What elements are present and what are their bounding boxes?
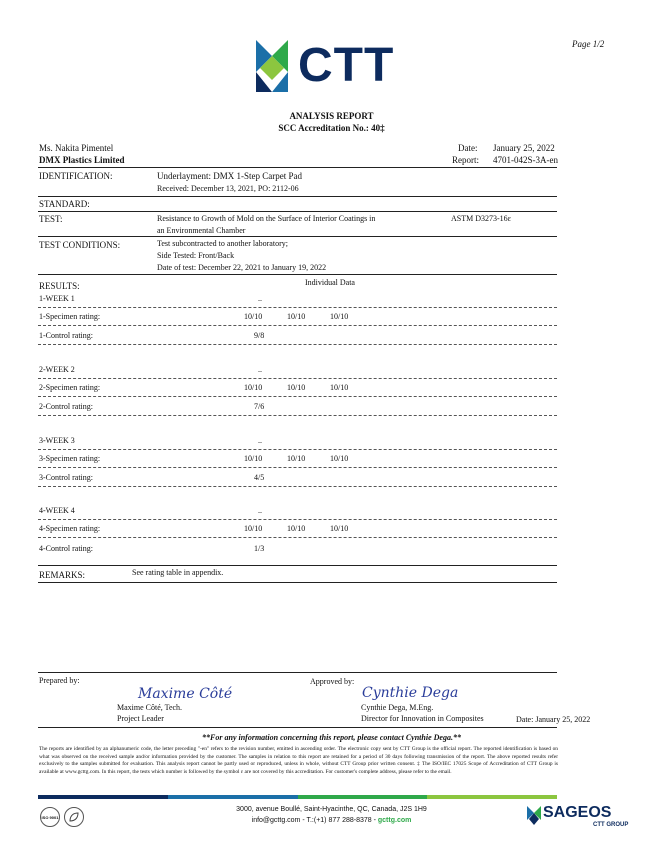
week-marker: .. <box>258 365 262 374</box>
week-marker: .. <box>258 436 262 445</box>
specimen-value: 10/10 <box>244 524 263 533</box>
ctt-logo-text: CTT <box>298 39 395 92</box>
control-value: 9/8 <box>254 331 265 340</box>
specimen-label: 3-Specimen rating: <box>39 454 101 463</box>
test-label: TEST: <box>39 214 63 224</box>
specimen-label: 1-Specimen rating: <box>39 312 101 321</box>
specimen-value: 10/10 <box>330 312 349 321</box>
specimen-label: 2-Specimen rating: <box>39 383 101 392</box>
control-value: 4/5 <box>254 473 265 482</box>
divider <box>38 274 557 275</box>
iso-badge-text: ISO 9001 <box>41 814 59 820</box>
specimen-value: 10/10 <box>287 524 306 533</box>
ctt-group-text: CTT GROUP <box>593 822 629 828</box>
report-label: Report: <box>452 155 479 165</box>
remarks-text: See rating table in appendix. <box>132 568 224 577</box>
approved-by-label: Approved by: <box>310 677 355 686</box>
divider <box>38 211 557 212</box>
specimen-value: 10/10 <box>330 454 349 463</box>
control-label: 3-Control rating: <box>39 473 93 482</box>
approved-signature: Cynthie Dega <box>362 685 459 701</box>
standard-label: STANDARD: <box>39 199 90 209</box>
test-line2: an Environmental Chamber <box>157 226 246 235</box>
conditions-line2: Side Tested: Front/Back <box>157 251 235 260</box>
specimen-value: 10/10 <box>330 383 349 392</box>
contact-notice: **For any information concerning this report, please contact Cynthie Dega.** <box>202 733 461 742</box>
identification-label: IDENTIFICATION: <box>39 171 113 181</box>
prepared-by-label: Prepared by: <box>39 676 80 685</box>
divider <box>38 727 557 728</box>
dashed-divider <box>38 467 557 468</box>
ctt-logo <box>254 38 414 94</box>
date-value: January 25, 2022 <box>493 143 555 153</box>
footer-stripe <box>38 795 557 799</box>
individual-data-label: Individual Data <box>305 278 355 287</box>
page-number: Page 1/2 <box>572 39 605 49</box>
control-value: 1/3 <box>254 544 265 553</box>
specimen-value: 10/10 <box>330 524 349 533</box>
week-title: 3-WEEK 3 <box>39 436 75 445</box>
week-title: 2-WEEK 2 <box>39 365 75 374</box>
signature-date: Date: January 25, 2022 <box>516 715 591 724</box>
client-name: Ms. Nakita Pimentel <box>39 143 114 153</box>
specimen-value: 10/10 <box>244 383 263 392</box>
footer-address: 3000, avenue Boullé, Saint-Hyacinthe, QC, Canada, J2S 1H9 <box>236 806 427 813</box>
specimen-value: 10/10 <box>287 312 306 321</box>
dashed-divider <box>38 486 557 487</box>
test-method: ASTM D3273-16ε <box>451 214 512 223</box>
week-block <box>0 363 663 435</box>
sageos-text: SAGEOS <box>543 804 612 821</box>
identification-line2: Received: December 13, 2021, PO: 2112-06 <box>157 184 299 193</box>
control-label: 1-Control rating: <box>39 331 93 340</box>
divider <box>38 236 557 237</box>
divider <box>38 672 557 673</box>
dashed-divider <box>38 449 557 450</box>
conditions-label: TEST CONDITIONS: <box>39 240 121 250</box>
footer-website-link[interactable]: gcttg.com <box>377 817 412 824</box>
dashed-divider <box>38 519 557 520</box>
sageos-logo <box>527 804 637 832</box>
specimen-value: 10/10 <box>244 454 263 463</box>
date-label: Date: <box>458 143 478 153</box>
prepared-signature: Maxime Côté <box>138 686 233 702</box>
dashed-divider <box>38 396 557 397</box>
divider <box>38 196 557 197</box>
approved-title: Director for Innovation in Composites <box>361 714 484 723</box>
prepared-title: Project Leader <box>117 714 164 723</box>
specimen-label: 4-Specimen rating: <box>39 524 101 533</box>
dashed-divider <box>38 307 557 308</box>
week-title: 4-WEEK 4 <box>39 506 75 515</box>
disclaimer-text: The reports are identified by an alphanumeric code, the letter preceding "-en" refers to the revision number, emitted in ascending order. The electronic copy sent by CTT Group is the official report. The reported identification is based on what was observed on the received sample and/or information provided by the customer. The samples in relation to this report are retained for a period of 30 days following transmission of the report. The above reported results refer exclusively to the samples submitted for evaluation. This analysis report cannot be partly used or reproduced, unless in whole, without CTT Group prior written consent. ‡ The ISO/IEC 17025 Scope of Accreditation of CTT Group is available at www.gcttg.com. In this report, the tests which number is followed by the symbol ε are not covered by this accreditation. For customer's complete address, please refer to the email. <box>39 746 558 775</box>
report-number: 4701-042S-3A-en <box>493 155 558 165</box>
remarks-label: REMARKS: <box>39 570 86 580</box>
week-marker: .. <box>258 294 262 303</box>
report-subtitle: SCC Accreditation No.: 40‡ <box>278 123 385 133</box>
week-title: 1-WEEK 1 <box>39 294 75 303</box>
prepared-name: Maxime Côté, Tech. <box>117 703 183 712</box>
specimen-value: 10/10 <box>287 454 306 463</box>
specimen-value: 10/10 <box>244 312 263 321</box>
sageos-mark-icon <box>527 806 541 826</box>
week-block <box>0 434 663 506</box>
week-marker: .. <box>258 506 262 515</box>
test-line1: Resistance to Growth of Mold on the Surface of Interior Coatings in <box>157 214 376 223</box>
specimen-value: 10/10 <box>287 383 306 392</box>
results-label: RESULTS: <box>39 281 80 291</box>
report-title: ANALYSIS REPORT <box>289 111 374 121</box>
approved-name: Cynthie Dega, M.Eng. <box>361 703 434 712</box>
divider <box>38 582 557 583</box>
control-value: 7/6 <box>254 402 265 411</box>
dashed-divider <box>38 537 557 538</box>
dashed-divider <box>38 378 557 379</box>
conditions-line1: Test subcontracted to another laboratory; <box>157 239 288 248</box>
control-label: 4-Control rating: <box>39 544 93 553</box>
week-block <box>0 292 663 364</box>
identification-line1: Underlayment: DMX 1-Step Carpet Pad <box>157 171 302 181</box>
divider <box>38 167 557 168</box>
conditions-line3: Date of test: December 22, 2021 to January 19, 2022 <box>157 263 327 272</box>
dashed-divider <box>38 325 557 326</box>
divider <box>38 565 557 566</box>
dashed-divider <box>38 344 557 345</box>
control-label: 2-Control rating: <box>39 402 93 411</box>
dashed-divider <box>38 415 557 416</box>
footer-contact-text: info@gcttg.com - T.:(+1) 877 288-8378 - <box>251 817 376 824</box>
client-company: DMX Plastics Limited <box>39 155 125 165</box>
